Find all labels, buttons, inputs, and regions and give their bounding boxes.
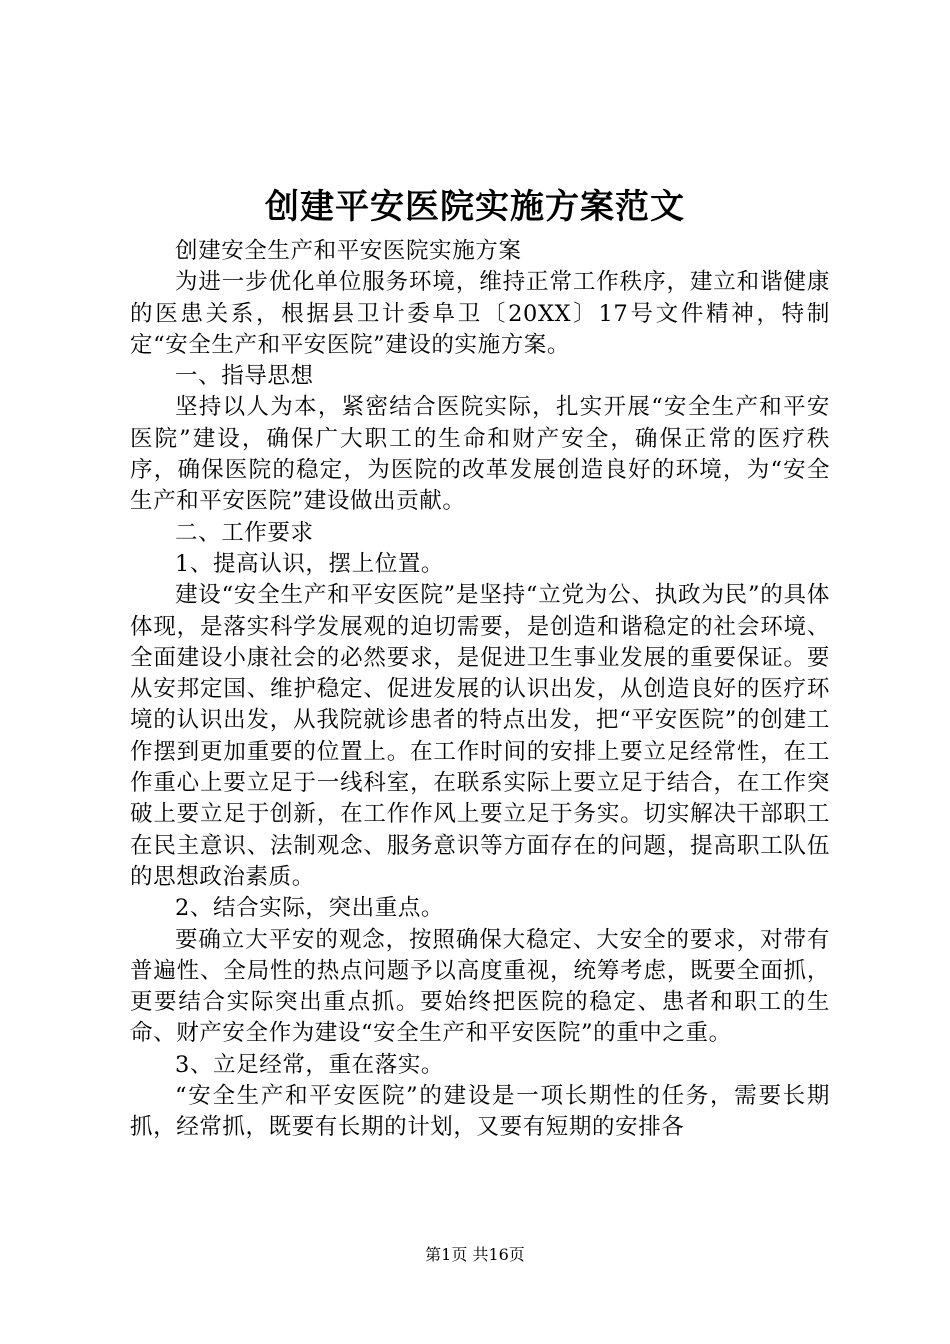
subheading-2: 2、结合实际，突出重点。 <box>175 895 445 922</box>
document-title: 创建平安医院实施方案范文 <box>265 187 685 227</box>
subheading-1: 1、提高认识，摆上位置。 <box>175 550 445 577</box>
paragraph-guiding-thought: 坚持以人为本，紧密结合医院实际，扎实开展“安全生产和平安医院”建设，确保广大职工的生命和财产安全，确保正常的医疗秩序，确保医院的稳定，为医院的改革发展创造良好的环境，为“安全生产和平安医院”建设做出贡献。 <box>130 394 830 515</box>
paragraph-requirement-2: 要确立大平安的观念，按照确保大稳定、大安全的要求，对带有普遍性、全局性的热点问题予以高度重视，统筹考虑，既要全面抓，更要结合实际突出重点抓。要始终把医院的稳定、患者和职工的生命、财产安全作为建设“安全生产和平安医院”的重中之重。 <box>130 926 830 1047</box>
section-heading-work-requirements: 二、工作要求 <box>175 519 314 546</box>
paragraph-requirement-1: 建设“安全生产和平安医院”是坚持“立党为公、执政为民”的具体体现，是落实科学发展观的迫切需要，是创造和谐稳定的社会环境、全面建设小康社会的必然要求，是促进卫生事业发展的重要保证。要从安邦定国、维护稳定、促进发展的认识出发，从创造良好的医疗环境的认识出发，从我院就诊患者的特点出发，把“平安医院”的创建工作摆到更加重要的位置上。在工作时间的安排上要立足经常性，在工作重心上要立足于一线科室，在联系实际上要立足于结合，在工作突破上要立足于创新，在工作作风上要立足于务实。切实解决干部职工在民主意识、法制观念、服务意识等方面存在的问题，提高职工队伍的思想政治素质。 <box>130 582 830 890</box>
subheading-3: 3、立足经常，重在落实。 <box>175 1051 445 1078</box>
paragraph-intro: 为进一步优化单位服务环境，维持正常工作秩序，建立和谐健康的医患关系，根据县卫计委阜卫〔20XX〕17号文件精神，特制定“安全生产和平安医院”建设的实施方案。 <box>130 269 830 358</box>
page-number-footer: 第1页 共16页 <box>425 1245 525 1264</box>
paragraph-requirement-3: “安全生产和平安医院”的建设是一项长期性的任务，需要长期抓，经常抓，既要有长期的计划，又要有短期的安排各 <box>130 1083 830 1141</box>
paragraph-subtitle: 创建安全生产和平安医院实施方案 <box>175 238 522 264</box>
document-body <box>130 236 830 1144</box>
section-heading-guiding-thought: 一、指导思想 <box>175 363 314 390</box>
